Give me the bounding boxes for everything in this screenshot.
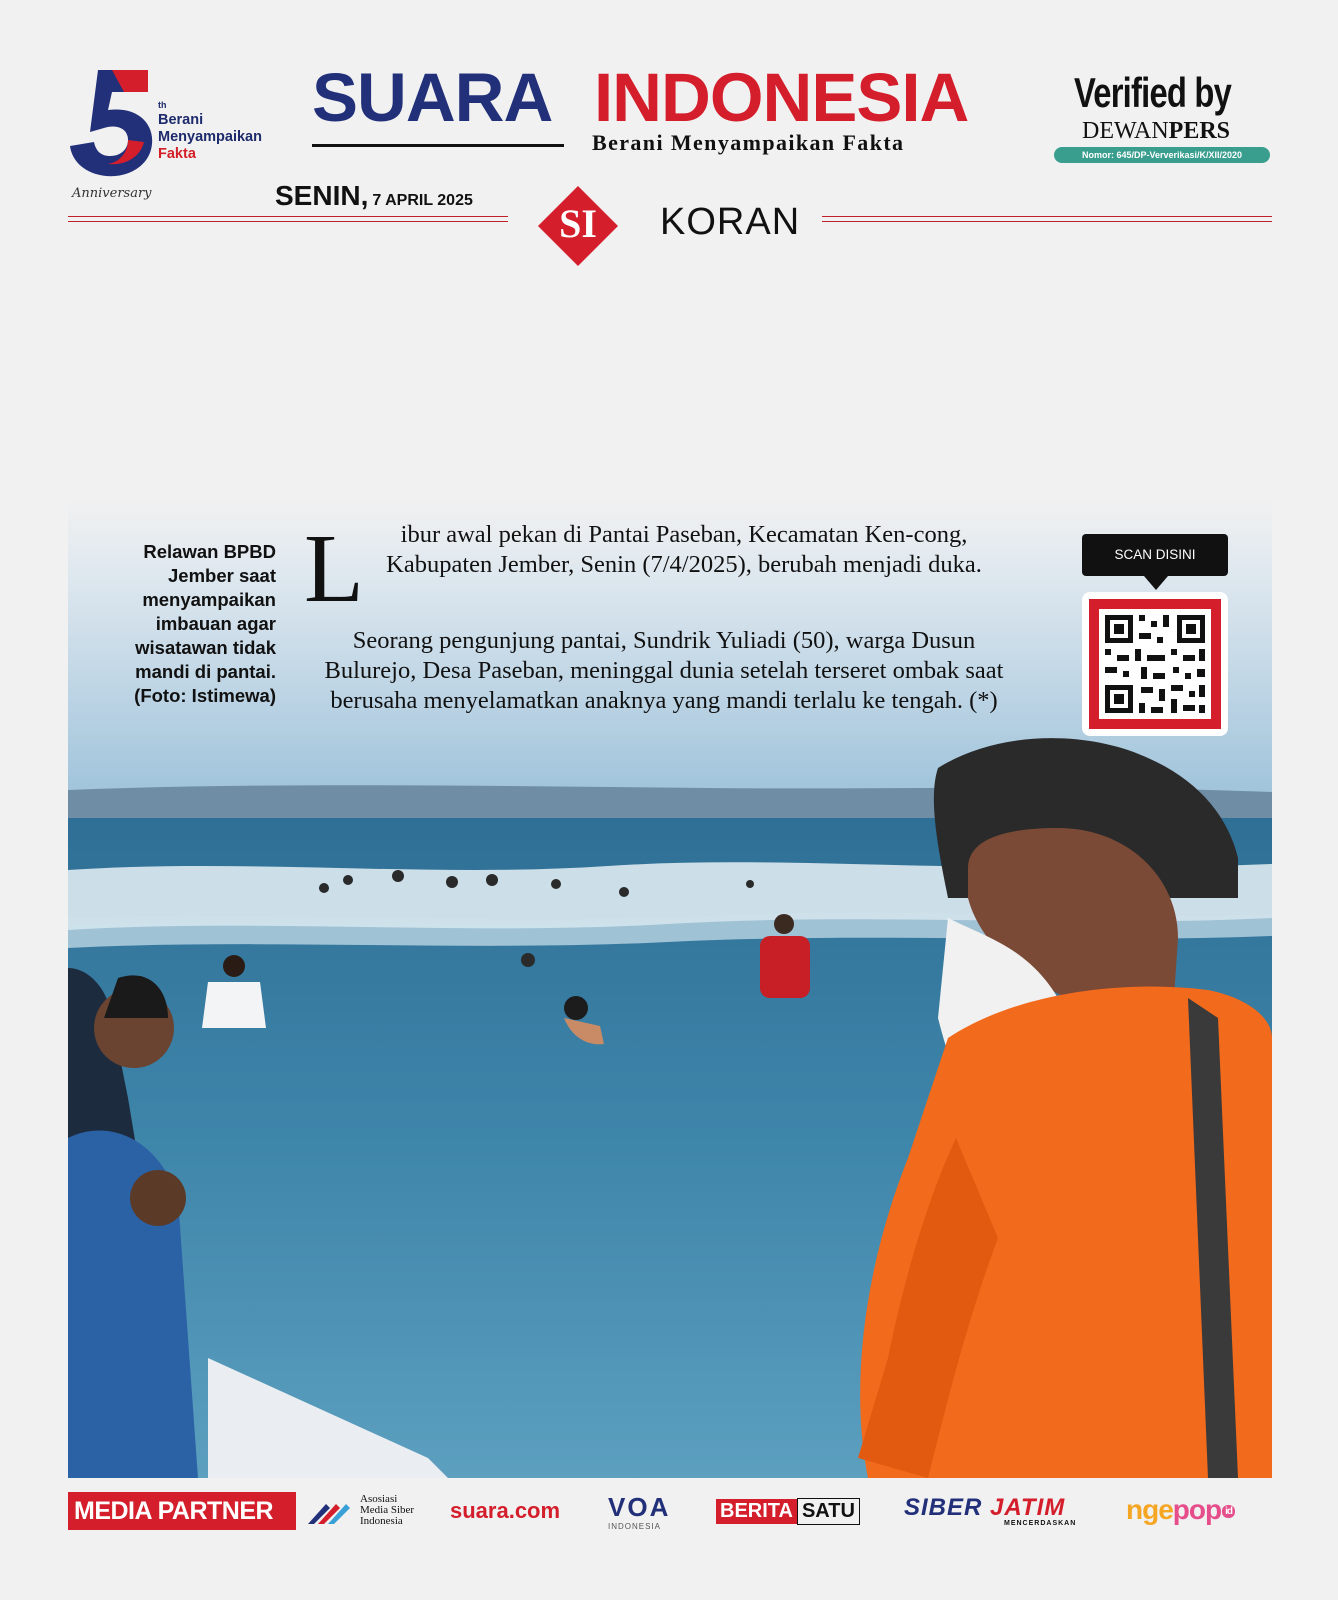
- voa-logo: VOA: [608, 1492, 671, 1522]
- qr-scan-label: SCAN DISINI: [1082, 534, 1228, 576]
- amsi-text: [360, 1494, 414, 1527]
- verified-by-text: Verified by: [1074, 69, 1232, 116]
- amsi-logo-icon: [306, 1498, 356, 1526]
- masthead-tagline: Berani Menyampaikan Fakta: [592, 130, 905, 155]
- partner-siber-jatim[interactable]: [904, 1494, 1077, 1534]
- article-paragraph-2: Seorang pengunjung pantai, Sundrik Yuliadi (50), warga Dusun Bulurejo, Desa Paseban, meninggal dunia setelah terseret ombak saat berusaha menyelamatkan anaknya yang mandi terlalu ke tengah. (*): [324, 627, 1004, 714]
- dewan-text: DEWAN: [1082, 118, 1169, 144]
- partner-beritasatu[interactable]: [716, 1498, 860, 1538]
- anniversary-five-emblem: [68, 66, 156, 178]
- issue-date-value: 7 APRIL 2025: [372, 192, 473, 209]
- qr-pointer-icon: [1144, 576, 1168, 590]
- verified-badge: [1054, 70, 1272, 166]
- qr-code[interactable]: [1089, 599, 1221, 729]
- masthead-rule: [312, 144, 564, 147]
- section-rule-left: [68, 216, 508, 222]
- anniversary-script: Anniversary: [72, 186, 152, 201]
- section-rule-right: [822, 216, 1272, 222]
- media-partner-bar: [68, 1492, 1272, 1534]
- amsi-text-2: Media Siber: [360, 1504, 415, 1516]
- section-name: KORAN: [660, 201, 801, 243]
- media-partner-badge: MEDIA PARTNER: [68, 1492, 296, 1530]
- issue-date: [275, 180, 473, 212]
- media-partner-badge-edge: [278, 1492, 292, 1530]
- dewan-pers-text: [1082, 118, 1230, 144]
- anniversary-tagline-2: Menyampaikan: [158, 129, 262, 145]
- siber-text: SIBER: [904, 1494, 983, 1521]
- ngepop-pop: pop: [1172, 1494, 1222, 1525]
- masthead-indonesia: INDONESIA: [594, 59, 969, 136]
- voa-subtitle: INDONESIA: [608, 1522, 662, 1531]
- anniversary-suffix: th: [158, 100, 167, 110]
- masthead-suara: SUARA: [312, 59, 553, 136]
- article-dropcap: L: [304, 515, 364, 623]
- qr-code-icon: [1089, 599, 1221, 729]
- verification-number: Nomor: 645/DP-Ververikasi/K/XII/2020: [1054, 147, 1270, 163]
- anniversary-tagline-3: Fakta: [158, 146, 196, 162]
- anniversary-tagline: [158, 112, 262, 163]
- anniversary-tagline-1: Berani: [158, 112, 204, 128]
- jatim-text: JATIM: [990, 1494, 1066, 1521]
- masthead: [312, 58, 1024, 158]
- beritasatu-berita: BERITA: [716, 1499, 797, 1524]
- ngepop-nge: nge: [1126, 1494, 1173, 1525]
- partner-suara-com[interactable]: suara.com: [450, 1498, 561, 1523]
- beritasatu-satu: SATU: [797, 1498, 860, 1525]
- pers-text: PERS: [1168, 118, 1231, 144]
- article-paragraph-1: ibur awal pekan di Pantai Paseban, Kecamatan Ken-cong, Kabupaten Jember, Senin (7/4/2025), berubah menjadi duka.: [386, 521, 982, 578]
- partner-ngepop[interactable]: [1126, 1494, 1235, 1534]
- photo-caption: Relawan BPBD Jember saat menyampaikan imbauan agar wisatawan tidak mandi di pantai. (Foto: Istimewa): [134, 541, 276, 706]
- anniversary-logo: [68, 66, 288, 216]
- issue-day: SENIN,: [275, 180, 369, 211]
- siber-jatim-subtitle: MENCERDASKAN: [1004, 1520, 1077, 1527]
- si-logo-text: SI: [559, 201, 597, 246]
- ngepop-id: id: [1222, 1505, 1235, 1518]
- amsi-text-3: Indonesia: [360, 1515, 403, 1527]
- amsi-text-1: Asosiasi: [360, 1493, 398, 1505]
